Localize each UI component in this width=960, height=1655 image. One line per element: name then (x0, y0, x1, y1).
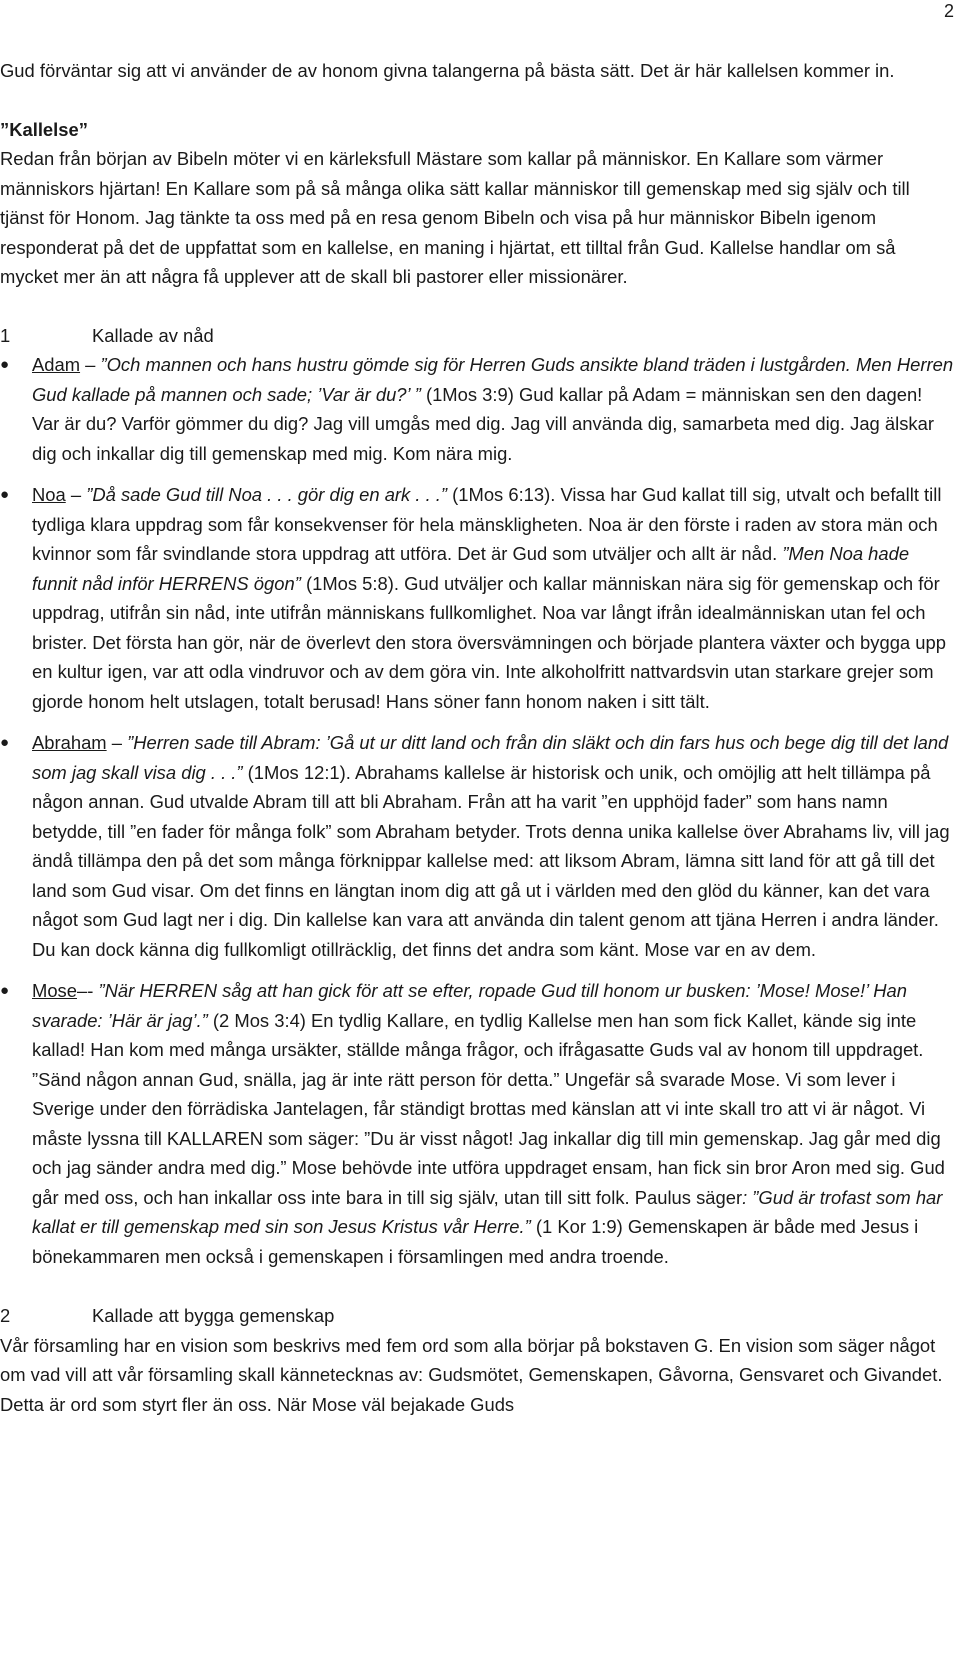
body-text: (1Mos 6:13). Vissa har Gud kallat till sig, utvalt och befallt till tydliga klara uppdrag som får konsekvenser för hela mänskligheten. Noa är den förste i raden av stora män och kvinnor som får svindlande stora uppdrag att utföra. Det är Gud som utväljer och allt är nåd. (32, 484, 942, 564)
person-name: Noa (32, 484, 66, 505)
heading-kallade-av-nad (0, 321, 954, 351)
body-text: (1Mos 12:1). Abrahams kallelse är historisk och unik, och omöjlig att helt tillämpa på någon annan. Gud utvalde Abram till att bli Abraham. Från att ha varit ”en upphöjd fader” som hans namn betydde, till ”en fader för många folk” som Abraham betyder. Trots denna unika kallelse över Abrahams liv, vill jag ändå tillämpa den på det som många förknippar kallelse med: att liksom Abram, lämna sitt land för att gå till det land som Gud visar. Om det finns en längtan inom dig att gå ut i världen med den glöd du känner, kan det vara något som Gud lagt ner i dig. Din kallelse kan vara att använda din talent genom att tjäna Herren i andra länder. Du kan dock känna dig fullkomligt otillräcklig, det finns det andra som känt. Mose var en av dem. (32, 761, 950, 960)
heading-title: Kallade av nåd (92, 324, 214, 346)
heading-number: 2 (0, 1305, 11, 1326)
person-name: Abraham (32, 732, 107, 753)
document-body (0, 56, 954, 1419)
list-item-noa (0, 480, 954, 716)
bullet-icon: ● (0, 356, 10, 373)
list-item-mose (0, 976, 954, 1271)
person-name: Adam (32, 354, 81, 375)
body-text: (2 Mos 3:4) En tydlig Kallare, en tydlig Kallelse men han som fick Kallet, kände sig inte kallad! Han kom med många ursäkter, ställde många frågor, och ifrågasatte Guds val av honom till uppdraget. ”Sänd någon annan Gud, snälla, jag är inte rätt person för detta.” Ungefär så svarade Mose. Vi som lever i Sverige under den förrädiska Jantelagen, får ständigt brottas med känslan att vi inte skall tro att vi är något. Vi måste lyssna till KALLAREN som säger: ”Du är visst något! Jag inkallar dig till min gemenskap. Jag går med dig och jag sänder andra med dig.” Mose behövde inte utföra uppdraget ensam, han fick sin bror Aron med sig. Gud går med oss, och han inkallar oss inte bara in till sig själv, utan till sitt folk. Paulus säger (32, 1009, 945, 1208)
person-name: Mose (32, 980, 77, 1001)
bullet-icon: ● (0, 486, 10, 503)
list-item-adam (0, 350, 954, 468)
page-number: 2 (943, 1, 954, 21)
dash: – (80, 354, 101, 375)
closing-paragraph: Vår församling har en vision som beskrivs med fem ord som alla börjar på bokstaven G. En vision som säger något om vad vill att vår församling skall kännetecknas av: Gudsmötet, Gemenskapen, Gåvorna, Gensvaret och Givandet. Detta är ord som styrt fler än oss. När Mose väl bejakade Guds (0, 1334, 943, 1415)
intro-paragraph: Gud förväntar sig att vi använder de av honom givna talangerna på bästa sätt. Det är här kallelsen kommer in. (0, 60, 895, 81)
scripture-quote: ”Då sade Gud till Noa . . . gör dig en ark . . .” (86, 484, 448, 505)
body-text-2: (1 Kor 1:9) Gemenskapen är både med Jesus i bönekammaren men också i gemenskapen i församlingen med andra troende. (32, 1216, 919, 1267)
dash: –- (76, 980, 99, 1001)
scripture-quote: ”Och mannen och hans hustru gömde sig för Herren Guds ansikte bland träden i lustgården. Men Herren Gud kallade på mannen och sade; ’Var är du?’ ” (32, 354, 954, 405)
scripture-quote: ”När HERREN såg att han gick för att se efter, ropade Gud till honom ur busken: ’Mose! Mose!’ Han svarade: ’Här är jag’.” (32, 980, 907, 1031)
kallelse-paragraph: Redan från början av Bibeln möter vi en kärleksfull Mästare som kallar på människor. En Kallare som värmer människors hjärtan! En Kallare som på så många olika sätt kallar människor till gemenskap med sig själv och till tjänst för Honom. Jag tänkte ta oss med på en resa genom Bibeln och visa på hur människor Bibeln igenom responderat på det de uppfattat som en kallelse, en maning i hjärtat, ett tilltal från Gud. Kallelse handlar om så mycket mer än att några få upplever att de skall bli pastorer eller missionärer. (0, 148, 910, 287)
scripture-quote-2: : ”Gud är trofast som har kallat er till gemenskap med sin son Jesus Kristus vår Herre.” (32, 1186, 943, 1237)
calling-list (0, 350, 954, 1271)
bullet-icon: ● (0, 734, 10, 751)
heading-kallade-att-bygga-gemenskap (0, 1301, 954, 1331)
dash: – (106, 732, 128, 753)
scripture-quote-2: ”Men Noa hade funnit nåd inför HERRENS ögon” (32, 543, 910, 594)
section-title: ”Kallelse” (0, 118, 88, 140)
list-item-abraham (0, 728, 954, 964)
dash: – (65, 484, 87, 505)
heading-title: Kallade att bygga gemenskap (92, 1305, 335, 1326)
scripture-quote: ”Herren sade till Abram: ’Gå ut ur ditt land och från din släkt och din fars hus och bege dig till det land som jag skall visa dig . . .” (32, 732, 949, 783)
body-text: (1Mos 3:9) Gud kallar på Adam = människan sen den dagen! Var är du? Varför gömmer du dig? Jag vill umgås med dig. Jag vill använda dig, samarbeta med dig. Jag älskar dig och inkallar dig till gemenskap med mig. Kom nära mig. (32, 383, 934, 464)
body-text-2: (1Mos 5:8). Gud utväljer och kallar människan nära sig för gemenskap och för uppdrag, utifrån sin nåd, inte utifrån människans fullkomlighet. Noa var långt ifrån idealmänniskan utan fel och brister. Det första han gör, när de överlevt den stora översvämningen och började plantera växter och bygga upp en kultur igen, var att odla vindruvor och av dem göra vin. Inte alkoholfritt nattvardsvin utan starkare grejer som gjorde honom helt utslagen, totalt berusad! Hans söner fann honom naken i sitt tält. (32, 572, 946, 712)
heading-number: 1 (0, 324, 11, 346)
bullet-icon: ● (0, 982, 10, 999)
